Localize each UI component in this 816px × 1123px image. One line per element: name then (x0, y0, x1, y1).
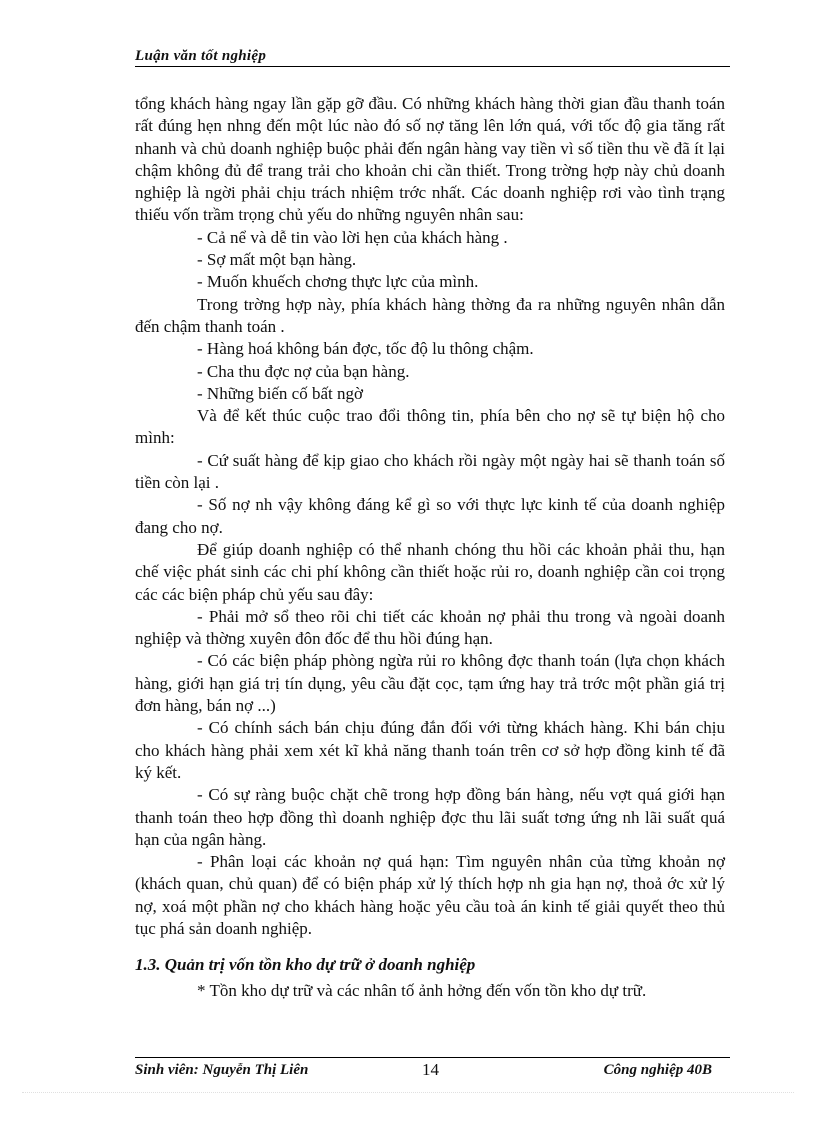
section-heading: 1.3. Quản trị vốn tồn kho dự trữ ở doanh nghiệp (135, 955, 476, 975)
list-item: - Muốn khuếch chơng thực lực của mình. (197, 272, 479, 292)
list-item: - Cứ suất hàng để kịp giao cho khách rồi ngày một ngày hai sẽ thanh toán số tiền còn lại . (135, 450, 725, 493)
paragraph: Và để kết thúc cuộc trao đổi thông tin, phía bên cho nợ sẽ tự biện hộ cho mình: (135, 406, 725, 448)
paragraph: Trong trờng hợp này, phía khách hàng thờng đa ra những nguyên nhân dẫn đến chậm thanh toán . (135, 294, 725, 336)
header-title: Luận văn tốt nghiệp (135, 48, 267, 64)
page-footer (135, 1057, 730, 1078)
list-item: - Cả nể và dễ tin vào lời hẹn của khách hàng . (197, 227, 508, 247)
list-item: - Cha thu đợc nợ của bạn hàng. (197, 361, 410, 381)
list-item: - Những biến cố bất ngờ (197, 383, 363, 403)
paragraph: * Tồn kho dự trữ và các nhân tố ảnh hởng đến vốn tồn kho dự trữ. (197, 980, 647, 1000)
list-item: - Phân loại các khoản nợ quá hạn: Tìm nguyên nhân của từng khoản nợ (khách quan, chủ quan) để có biện pháp xử lý thích hợp nh gia hạn nợ, thoả ớc xử lý nợ, xoá một phần nợ cho khách hàng hoặc yêu cầu toà án kinh tế giải quyết theo thủ tục phá sản doanh nghiệp. (135, 852, 725, 938)
page-body (135, 93, 725, 1002)
paragraph: Để giúp doanh nghiệp có thể nhanh chóng thu hồi các khoản phải thu, hạn chế việc phát sinh các chi phí không cần thiết hoặc rủi ro, doanh nghiệp cần coi trọng các các biện pháp chủ yếu sau đây: (135, 539, 725, 604)
list-item: - Hàng hoá không bán đợc, tốc độ lu thông chậm. (197, 339, 534, 359)
page-header (135, 46, 730, 67)
footer-student: Sinh viên: Nguyễn Thị Liên (135, 1062, 309, 1078)
list-item: - Có chính sách bán chịu đúng đắn đối với từng khách hàng. Khi bán chịu cho khách hàng phải xem xét kĩ khả năng thanh toán trên cơ sở hợp đồng kinh tế đã ký kết. (135, 718, 725, 782)
footer-class: Công nghiệp 40B (603, 1062, 712, 1078)
list-item: - Có các biện pháp phòng ngừa rủi ro không đợc thanh toán (lựa chọn khách hàng, giới hạn giá trị tín dụng, yêu cầu đặt cọc, tạm ứng hay trả trớc một phần giá trị đơn hàng, bán nợ ...) (135, 651, 725, 716)
list-item: - Có sự ràng buộc chặt chẽ trong hợp đồng bán hàng, nếu vợt quá giới hạn thanh toán theo hợp đồng thì doanh nghiệp đợc thu lãi suất tơng ứng nh lãi suất quá hạn của ngân hàng. (135, 785, 725, 849)
list-item: - Sợ mất một bạn hàng. (197, 250, 357, 270)
page-number: 14 (422, 1060, 439, 1079)
paragraph-intro: tổng khách hàng ngay lần gặp gỡ đầu. Có những khách hàng thời gian đầu thanh toán rất đúng hẹn nhng đến một lúc nào đó số nợ tăng lên lớn quá, với tốc độ gia tăng rất nhanh và chủ doanh nghiệp buộc phải đến ngân hàng vay tiền vì số tiền thu về đã ít lại chậm không đủ để trang trải cho khoản chi cần thiết. Trong trờng hợp này chủ doanh nghiệp là ngời phải chịu trách nhiệm trớc nhất. Các doanh nghiệp rơi vào tình trạng thiếu vốn trầm trọng chủ yếu do những nguyên nhân sau: (135, 94, 725, 225)
list-item: - Phải mở sổ theo rõi chi tiết các khoản nợ phải thu trong và ngoài doanh nghiệp và thờng xuyên đôn đốc để thu hồi đúng hạn. (135, 606, 725, 649)
list-item: - Số nợ nh vậy không đáng kể gì so với thực lực kinh tế của doanh nghiệp đang cho nợ. (135, 495, 725, 537)
page-bottom-divider (22, 1092, 794, 1093)
